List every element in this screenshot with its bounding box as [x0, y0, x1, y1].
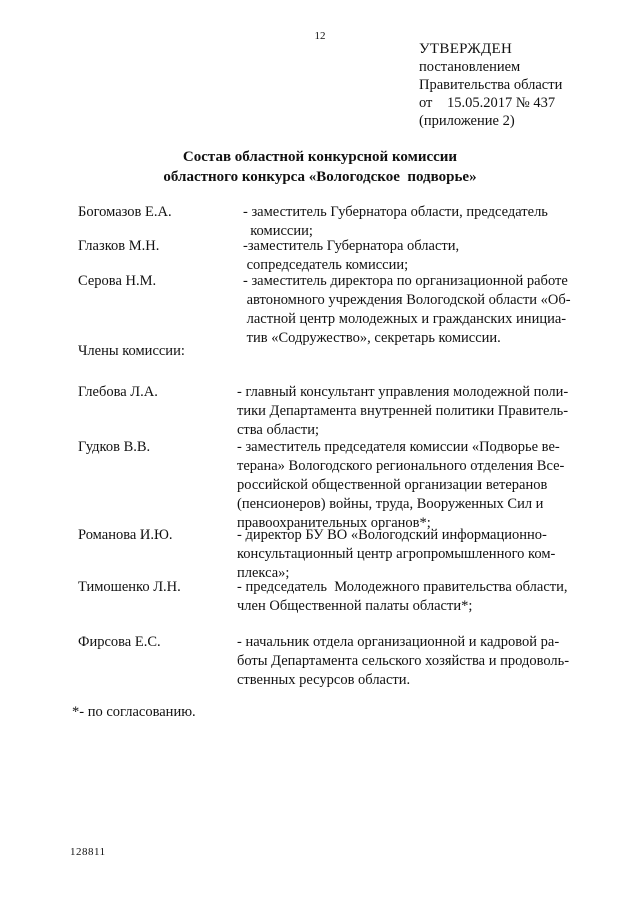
role-line: - председатель Молодежного правительства области,	[237, 579, 568, 595]
member-role	[243, 203, 548, 241]
member-role	[237, 633, 569, 690]
approval-date-prefix: от	[419, 95, 433, 111]
role-line: боты Департамента сельского хозяйства и продоволь-	[237, 653, 570, 669]
title-line-2: областного конкурса «Вологодское подворье»	[163, 169, 477, 185]
approval-appendix: (приложение 2)	[419, 113, 515, 129]
role-line: - заместитель директора по организационной работе	[243, 273, 568, 289]
member-name: Глазков М.Н.	[78, 238, 160, 254]
role-line: тив «Содружество», секретарь комиссии.	[243, 330, 501, 346]
role-line: правоохранительных органов*;	[237, 515, 431, 531]
role-line: комиссии;	[243, 223, 313, 239]
approval-heading: УТВЕРЖДЕН	[419, 41, 513, 57]
member-name: Глебова Л.А.	[78, 384, 158, 400]
member-role	[243, 272, 571, 348]
member-name: Богомазов Е.А.	[78, 204, 172, 220]
role-line: -заместитель Губернатора области,	[243, 238, 460, 254]
title-line-1: Состав областной конкурсной комиссии	[182, 149, 458, 165]
role-line: плекса»;	[237, 565, 290, 581]
approval-date-value: 15.05.2017 № 437	[447, 95, 556, 111]
approval-line-1: постановлением	[419, 59, 521, 75]
role-line: - главный консультант управления молодежной поли-	[237, 384, 569, 400]
role-line: российской общественной организации ветеранов	[237, 477, 548, 493]
role-line: ластной центр молодежных и гражданских инициа-	[243, 311, 567, 327]
role-line: автономного учреждения Вологодской области «Об-	[243, 292, 571, 308]
role-line: - директор БУ ВО «Вологодский информационно-	[237, 527, 547, 543]
member-role	[243, 237, 459, 275]
member-role	[237, 383, 568, 440]
role-line: - начальник отдела организационной и кадровой ра-	[237, 634, 560, 650]
role-line: ственных ресурсов области.	[237, 672, 411, 688]
members-label: Члены комиссии:	[78, 343, 185, 359]
document-title	[0, 147, 640, 187]
role-line: (пенсионеров) войны, труда, Вооруженных Сил и	[237, 496, 544, 512]
approval-line-2: Правительства области	[419, 77, 563, 93]
role-line: член Общественной палаты области*;	[237, 598, 473, 614]
footnote: *- по согласованию.	[72, 704, 196, 720]
role-line: тики Департамента внутренней политики Правитель-	[237, 403, 569, 419]
role-line: - заместитель Губернатора области, председатель	[243, 204, 548, 220]
role-line: терана» Вологодского регионального отделения Все-	[237, 458, 565, 474]
role-line: консультационный центр агропромышленного ком-	[237, 546, 556, 562]
member-name: Серова Н.М.	[78, 273, 157, 289]
member-name: Романова И.Ю.	[78, 527, 173, 543]
member-name: Фирсова Е.С.	[78, 634, 161, 650]
member-name: Гудков В.В.	[78, 439, 151, 455]
role-line: ства области;	[237, 422, 319, 438]
approval-stamp	[419, 40, 562, 130]
member-role	[237, 526, 555, 583]
document-code: 128811	[70, 846, 106, 858]
approval-date-row	[419, 94, 562, 112]
member-role	[237, 578, 567, 616]
page-number: 12	[314, 30, 326, 42]
member-role	[237, 438, 564, 533]
member-name: Тимошенко Л.Н.	[78, 579, 181, 595]
role-line: - заместитель председателя комиссии «Подворье ве-	[237, 439, 560, 455]
role-line: сопредседатель комиссии;	[243, 257, 409, 273]
